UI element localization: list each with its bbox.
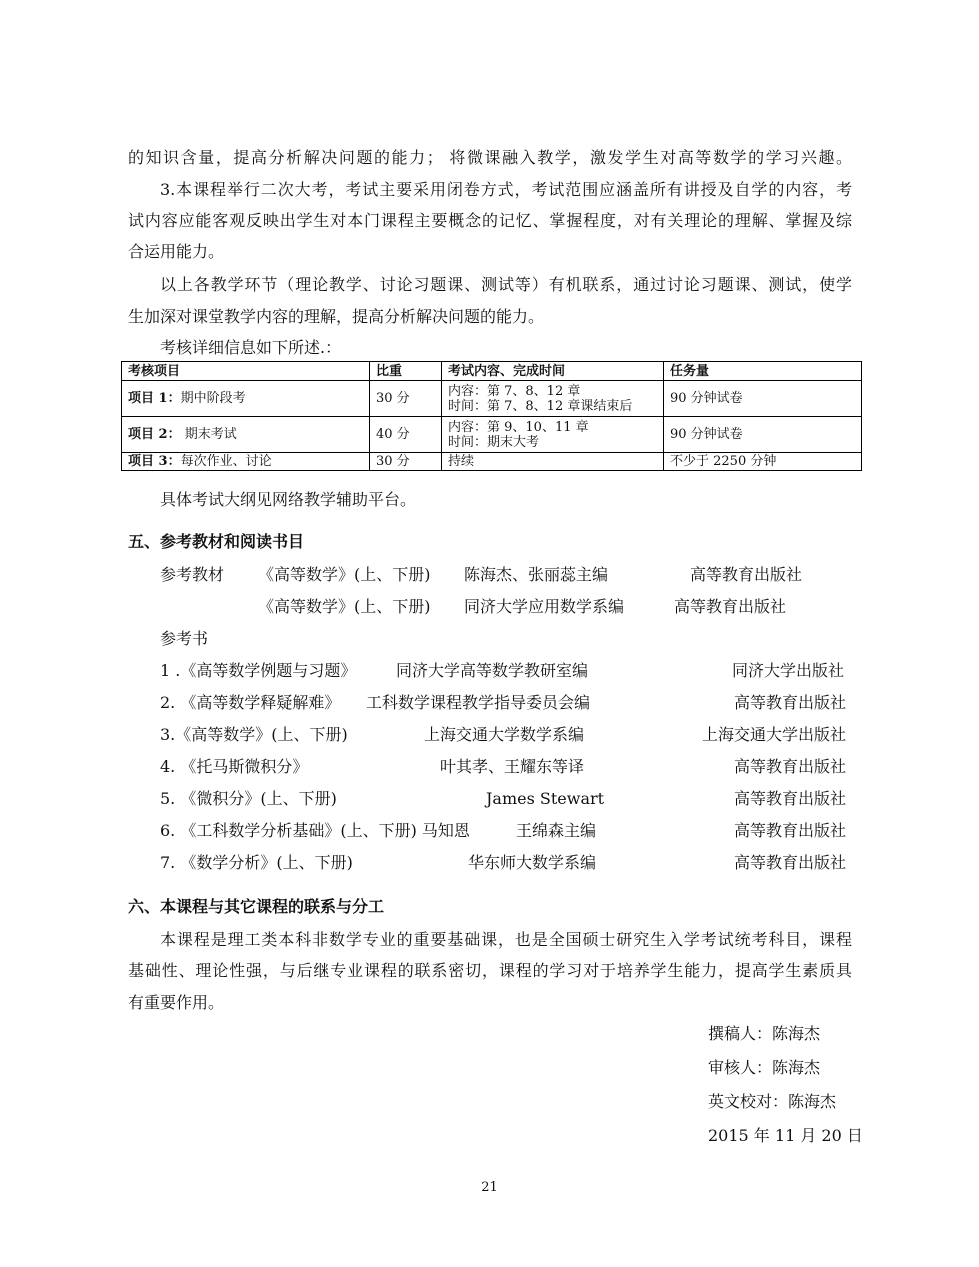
paragraph-line: 生加深对课堂教学内容的理解，提高分析解决问题的能力。: [128, 307, 545, 326]
paragraph-line: 有重要作用。: [128, 993, 225, 1012]
reviewer-signature: 审核人：陈海杰: [708, 1058, 821, 1077]
refbook-publisher: 高等教育出版社: [734, 789, 847, 808]
weight-cell: 30 分: [370, 381, 442, 417]
content-line: 内容：第 9、10、11 章: [448, 419, 589, 435]
textbook-label: 参考教材: [160, 565, 225, 584]
refbook-publisher: 上海交通大学出版社: [702, 725, 847, 744]
task-cell: 90 分钟试卷: [664, 417, 862, 453]
refbook-author: 同济大学高等数学教研室编: [396, 661, 589, 680]
refbook-publisher: 高等教育出版社: [734, 693, 847, 712]
refbook-title: 6. 《工科数学分析基础》(上、下册) 马知恩: [160, 821, 470, 840]
task-cell: 不少于 2250 分钟: [664, 453, 862, 471]
refbook-author: James Stewart: [486, 789, 605, 808]
item-cell: [122, 453, 370, 471]
item-label: 项目 1：: [128, 391, 181, 406]
refbook-author: 叶其孝、王耀东等译: [440, 757, 585, 776]
content-cell: [442, 417, 664, 453]
refbook-label: 参考书: [160, 629, 209, 648]
refbook-title: 7. 《数学分析》(上、下册): [160, 853, 353, 872]
header-item: 考核项目: [122, 362, 370, 381]
section-heading: 六、本课程与其它课程的联系与分工: [128, 897, 385, 916]
header-weight: 比重: [370, 362, 442, 381]
paragraph-line: 试内容应能客观反映出学生对本门课程主要概念的记忆、掌握程度，对有关理论的理解、掌握及综: [128, 211, 852, 230]
textbook-publisher: 高等教育出版社: [690, 565, 803, 584]
refbook-title: 1 .《高等数学例题与习题》: [160, 661, 357, 680]
weight-cell: 30 分: [370, 453, 442, 471]
task-cell: 90 分钟试卷: [664, 381, 862, 417]
item-label: 项目 3：: [128, 454, 181, 469]
content-line: 时间：期末大考: [448, 434, 540, 450]
content-line: 时间：第 7、8、12 章课结束后: [448, 398, 633, 414]
item-name: 每次作业、讨论: [180, 454, 272, 469]
writer-signature: 撰稿人：陈海杰: [708, 1024, 821, 1043]
paragraph-line: 以上各教学环节（理论教学、讨论习题课、测试等）有机联系，通过讨论习题课、测试，使学: [160, 275, 852, 294]
signature-date: 2015 年 11 月 20 日: [708, 1126, 863, 1145]
page-number: 21: [481, 1180, 498, 1195]
english-proofreader: 英文校对：陈海杰: [708, 1092, 837, 1111]
paragraph-line: 合运用能力。: [128, 242, 225, 261]
refbook-publisher: 高等教育出版社: [734, 853, 847, 872]
assessment-table: [121, 361, 862, 471]
paragraph-line: 本课程是理工类本科非数学专业的重要基础课，也是全国硕士研究生入学考试统考科目，课程: [160, 930, 852, 949]
table-row: [122, 453, 862, 471]
item-cell: [122, 381, 370, 417]
section-heading: 五、参考教材和阅读书目: [128, 532, 305, 551]
item-label: 项目 2：: [128, 427, 181, 442]
textbook-author: 同济大学应用数学系编: [464, 597, 625, 616]
textbook-title: 《高等数学》(上、下册): [258, 597, 431, 616]
paragraph-line: 的知识含量，提高分析解决问题的能力； 将微课融入教学，激发学生对高等数学的学习兴趣。: [128, 148, 852, 167]
refbook-author: 工科数学课程教学指导委员会编: [366, 693, 591, 712]
refbook-title: 2. 《高等数学释疑解难》: [160, 693, 341, 712]
item-name: 期中阶段考: [180, 391, 246, 406]
refbook-title: 5. 《微积分》(上、下册): [160, 789, 337, 808]
content-cell: 持续: [442, 453, 664, 471]
weight-cell: 40 分: [370, 417, 442, 453]
refbook-author: 王绵森主编: [516, 821, 597, 840]
refbook-author: 华东师大数学系编: [468, 853, 597, 872]
table-row: [122, 381, 862, 417]
content-line: 内容：第 7、8、12 章: [448, 383, 581, 399]
refbook-publisher: 同济大学出版社: [732, 661, 845, 680]
paragraph-line: 基础性、理论性强，与后继专业课程的联系密切，课程的学习对于培养学生能力，提高学生素质具: [128, 961, 852, 980]
header-task: 任务量: [664, 362, 862, 381]
refbook-author: 上海交通大学数学系编: [424, 725, 585, 744]
header-content: 考试内容、完成时间: [442, 362, 664, 381]
item-cell: [122, 417, 370, 453]
paragraph-line: 具体考试大纲见网络教学辅助平台。: [160, 490, 417, 509]
content-cell: [442, 381, 664, 417]
refbook-title: 3.《高等数学》(上、下册): [160, 725, 348, 744]
refbook-title: 4. 《托马斯微积分》: [160, 757, 309, 776]
textbook-publisher: 高等教育出版社: [674, 597, 787, 616]
refbook-publisher: 高等教育出版社: [734, 757, 847, 776]
textbook-title: 《高等数学》(上、下册): [258, 565, 431, 584]
item-name: 期末考试: [180, 427, 237, 442]
refbook-publisher: 高等教育出版社: [734, 821, 847, 840]
table-header-row: [122, 362, 862, 381]
textbook-author: 陈海杰、张丽蕊主编: [464, 565, 609, 584]
paragraph-line: 3.本课程举行二次大考，考试主要采用闭卷方式，考试范围应涵盖所有讲授及自学的内容，考: [160, 180, 852, 199]
table-row: [122, 417, 862, 453]
table-caption: 考核详细信息如下所述.：: [160, 338, 342, 357]
